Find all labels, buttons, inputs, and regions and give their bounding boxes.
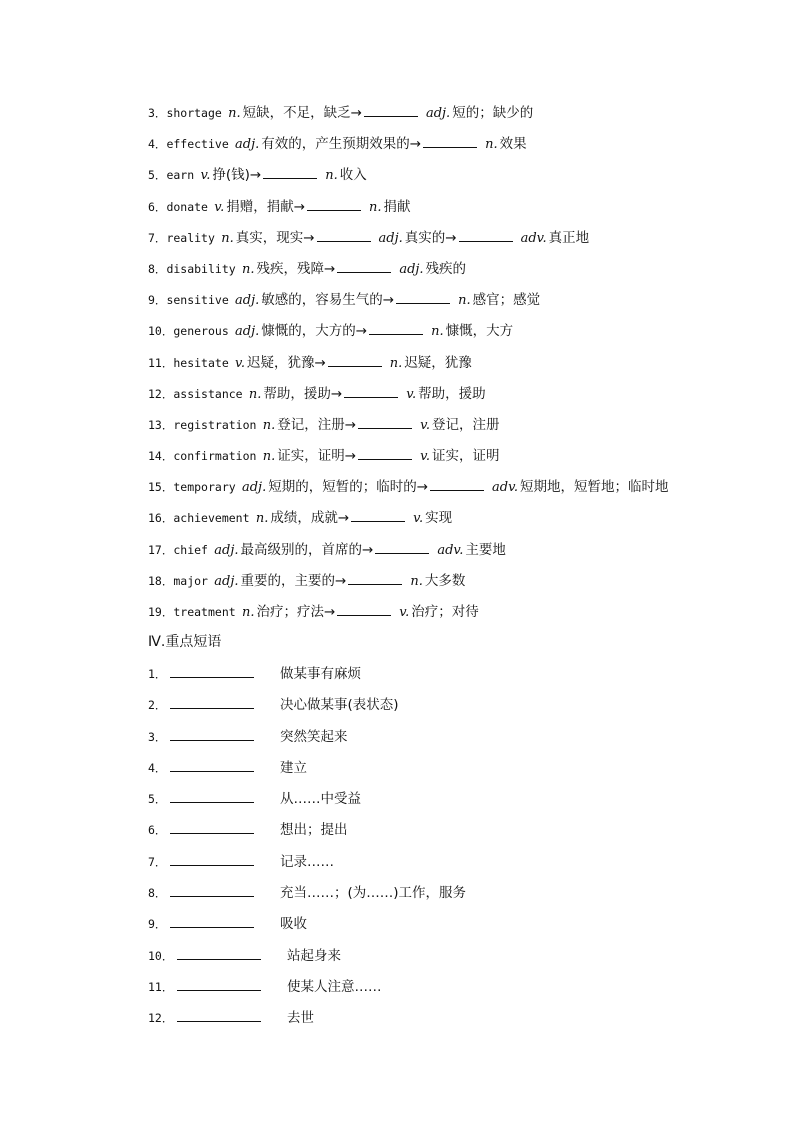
definition: 残疾的 [425, 260, 467, 277]
answer-blank[interactable] [170, 819, 254, 834]
item-number: 3． [148, 106, 167, 120]
part-of-speech: adv. [492, 480, 519, 496]
vocab-item [148, 475, 748, 506]
phrase-item [148, 975, 648, 1006]
part-of-speech: v. [235, 355, 245, 371]
part-of-speech: adj. [378, 230, 403, 246]
part-of-speech: n. [410, 573, 423, 589]
part-of-speech: n. [262, 417, 276, 433]
phrase-item [148, 1006, 648, 1037]
vocab-item [148, 319, 748, 350]
definition: 收入 [339, 167, 367, 184]
definition: 慷慨，大方 [445, 323, 514, 340]
definition: 真正地 [548, 229, 590, 246]
vocab-item [148, 444, 748, 475]
item-number: 9． [148, 293, 167, 308]
part-of-speech: v. [420, 449, 431, 465]
headword: effective [166, 137, 229, 152]
definition: 慷慨的，大方的→ [261, 323, 368, 340]
vocab-item [148, 288, 748, 319]
answer-blank[interactable] [177, 1007, 261, 1022]
phrase-meaning: 想出；提出 [280, 822, 348, 839]
part-of-speech: adj. [241, 480, 267, 496]
phrase-list [148, 662, 648, 1038]
part-of-speech: n. [458, 293, 471, 309]
vocabulary-list [148, 101, 748, 631]
answer-blank[interactable] [375, 539, 429, 554]
phrase-item [148, 850, 648, 881]
definition: 短缺，不足，缺乏→ [242, 105, 362, 121]
part-of-speech: n. [431, 324, 444, 340]
answer-blank[interactable] [396, 289, 450, 304]
headword: generous [173, 324, 229, 339]
definition: 迟疑，犹豫→ [246, 354, 326, 371]
part-of-speech: adj. [235, 137, 260, 153]
headword: disability [166, 261, 236, 276]
definition: 登记，注册→ [277, 416, 357, 433]
definition: 证实，证明 [432, 448, 500, 465]
answer-blank[interactable] [170, 851, 254, 866]
definition: 最高级别的，首席的→ [240, 541, 374, 558]
vocab-item [148, 257, 748, 288]
answer-blank[interactable] [430, 476, 484, 491]
answer-blank[interactable] [459, 227, 513, 242]
headword: chief [173, 542, 208, 557]
headword: major [173, 573, 208, 588]
headword: donate [166, 199, 208, 214]
definition: 效果 [499, 136, 527, 153]
phrase-item [148, 662, 648, 693]
item-number: 8． [148, 886, 167, 901]
definition: 残疾，残障→ [256, 260, 336, 277]
answer-blank[interactable] [170, 913, 254, 928]
item-number: 5． [148, 168, 167, 183]
definition: 成绩，成就→ [270, 510, 350, 527]
phrase-meaning: 充当……；(为……)工作，服务 [280, 885, 467, 902]
part-of-speech: n. [369, 199, 382, 215]
headword: temporary [173, 480, 236, 495]
item-number: 9． [148, 917, 167, 932]
vocab-item [148, 538, 748, 569]
part-of-speech: adj. [235, 293, 260, 309]
definition: 大多数 [424, 572, 466, 589]
part-of-speech: n. [221, 230, 234, 246]
answer-blank[interactable] [170, 757, 254, 772]
vocab-item [148, 226, 748, 257]
answer-blank[interactable] [364, 102, 418, 117]
phrase-meaning: 突然笑起来 [280, 728, 348, 745]
headword: hesitate [173, 355, 229, 370]
definition: 实现 [425, 510, 453, 527]
definition: 有效的，产生预期效果的→ [261, 136, 422, 153]
part-of-speech: n. [241, 261, 255, 277]
part-of-speech: n. [262, 449, 276, 465]
item-number: 8． [148, 261, 167, 276]
headword: treatment [173, 605, 236, 619]
answer-blank[interactable] [337, 601, 391, 616]
item-number: 12． [148, 1011, 174, 1026]
phrase-item [148, 912, 648, 943]
headword: achievement [173, 511, 250, 526]
vocab-item [148, 195, 748, 226]
part-of-speech: adj. [425, 106, 451, 121]
headword: confirmation [173, 449, 257, 464]
headword: assistance [173, 386, 243, 401]
answer-blank[interactable] [170, 788, 254, 803]
part-of-speech: n. [241, 605, 255, 620]
definition: 真实的→ [404, 229, 457, 246]
answer-blank[interactable] [170, 882, 254, 897]
part-of-speech: n. [389, 355, 403, 371]
part-of-speech: adj. [214, 542, 239, 558]
phrase-item [148, 881, 648, 912]
headword: sensitive [166, 293, 229, 308]
phrase-meaning: 使某人注意…… [287, 978, 382, 995]
item-number: 14． [148, 449, 174, 464]
item-number: 18． [148, 573, 174, 588]
item-number: 5． [148, 792, 167, 807]
part-of-speech: v. [399, 605, 410, 620]
definition: 迟疑，犹豫 [404, 354, 472, 371]
phrase-meaning: 从……中受益 [280, 791, 361, 808]
part-of-speech: v. [214, 199, 225, 215]
phrase-item [148, 787, 648, 818]
vocab-item [148, 569, 748, 600]
headword: reality [166, 230, 215, 245]
item-number: 13． [148, 417, 174, 432]
item-number: 10． [148, 324, 174, 339]
part-of-speech: n. [228, 106, 241, 121]
part-of-speech: n. [248, 386, 262, 402]
answer-blank[interactable] [344, 383, 398, 398]
definition: 帮助，援助 [418, 385, 486, 402]
part-of-speech: v. [420, 417, 431, 433]
part-of-speech: adv. [437, 542, 464, 558]
phrase-meaning: 做某事有麻烦 [280, 666, 361, 682]
part-of-speech: adv. [520, 230, 547, 246]
definition: 捐献 [383, 198, 411, 215]
answer-blank[interactable] [351, 507, 405, 522]
definition: 真实，现实→ [235, 229, 315, 246]
definition: 帮助，援助→ [263, 385, 343, 402]
part-of-speech: adj. [399, 261, 424, 277]
phrase-meaning: 决心做某事(表状态) [280, 697, 399, 714]
part-of-speech: n. [255, 511, 269, 527]
answer-blank[interactable] [369, 320, 423, 335]
answer-blank[interactable] [358, 414, 412, 429]
definition: 感官；感觉 [472, 292, 541, 309]
phrase-meaning: 建立 [280, 759, 307, 776]
answer-blank[interactable] [263, 164, 317, 179]
item-number: 10． [148, 948, 174, 963]
answer-blank[interactable] [337, 258, 391, 273]
answer-blank[interactable] [177, 945, 261, 960]
phrase-item [148, 818, 648, 849]
phrase-meaning: 吸收 [280, 916, 307, 933]
vocab-item [148, 382, 748, 413]
answer-blank[interactable] [307, 196, 361, 211]
item-number: 4． [148, 137, 167, 152]
vocab-item [148, 413, 748, 444]
phrase-meaning: 去世 [287, 1010, 314, 1027]
answer-blank[interactable] [170, 694, 254, 709]
item-number: 4． [148, 760, 167, 775]
answer-blank[interactable] [170, 663, 254, 678]
item-number: 12． [148, 386, 174, 401]
part-of-speech: n. [325, 168, 338, 184]
item-number: 3． [148, 729, 167, 744]
vocab-item [148, 132, 748, 163]
answer-blank[interactable] [348, 570, 402, 585]
section-title: Ⅳ.重点短语 [148, 634, 222, 650]
vocab-item [148, 506, 748, 537]
headword: earn [166, 168, 195, 183]
phrase-item [148, 725, 648, 756]
definition: 捐赠，捐献→ [226, 198, 306, 215]
part-of-speech: adj. [235, 324, 260, 340]
item-number: 1． [148, 667, 167, 681]
answer-blank[interactable] [170, 726, 254, 741]
item-number: 11． [148, 355, 174, 370]
definition: 登记，注册 [432, 416, 500, 433]
vocab-item [148, 101, 748, 132]
phrase-meaning: 记录…… [280, 853, 334, 870]
item-number: 11． [148, 979, 174, 994]
answer-blank[interactable] [328, 352, 382, 367]
item-number: 2． [148, 698, 167, 713]
answer-blank[interactable] [317, 227, 371, 242]
definition: 短的；缺少的 [452, 105, 534, 121]
definition: 主要地 [465, 541, 506, 558]
definition: 治疗；疗法→ [256, 604, 336, 620]
phrase-meaning: 站起身来 [287, 947, 341, 964]
item-number: 16． [148, 511, 174, 526]
vocab-item [148, 163, 748, 194]
part-of-speech: n. [485, 137, 498, 153]
item-number: 7． [148, 854, 167, 869]
phrase-item [148, 944, 648, 975]
definition: 重要的，主要的→ [240, 572, 347, 589]
part-of-speech: v. [413, 511, 424, 527]
item-number: 6． [148, 823, 167, 838]
answer-blank[interactable] [177, 976, 261, 991]
answer-blank[interactable] [358, 445, 412, 460]
vocab-item [148, 600, 748, 631]
part-of-speech: v. [200, 168, 211, 184]
part-of-speech: v. [406, 386, 417, 402]
item-number: 19． [148, 605, 174, 619]
definition: 治疗；对待 [411, 604, 479, 620]
phrase-item [148, 756, 648, 787]
headword: shortage [166, 106, 222, 120]
item-number: 17． [148, 542, 174, 557]
definition: 短期地，短暂地；临时地 [520, 479, 669, 496]
definition: 证实，证明→ [277, 448, 357, 465]
item-number: 6． [148, 199, 167, 214]
item-number: 7． [148, 230, 167, 245]
definition: 挣(钱)→ [212, 167, 262, 184]
headword: registration [173, 417, 257, 432]
definition: 短期的，短暂的；临时的→ [268, 479, 429, 496]
item-number: 15． [148, 480, 174, 495]
phrase-item [148, 693, 648, 724]
part-of-speech: adj. [214, 573, 239, 589]
answer-blank[interactable] [423, 133, 477, 148]
definition: 敏感的，容易生气的→ [261, 292, 395, 309]
vocab-item [148, 351, 748, 382]
